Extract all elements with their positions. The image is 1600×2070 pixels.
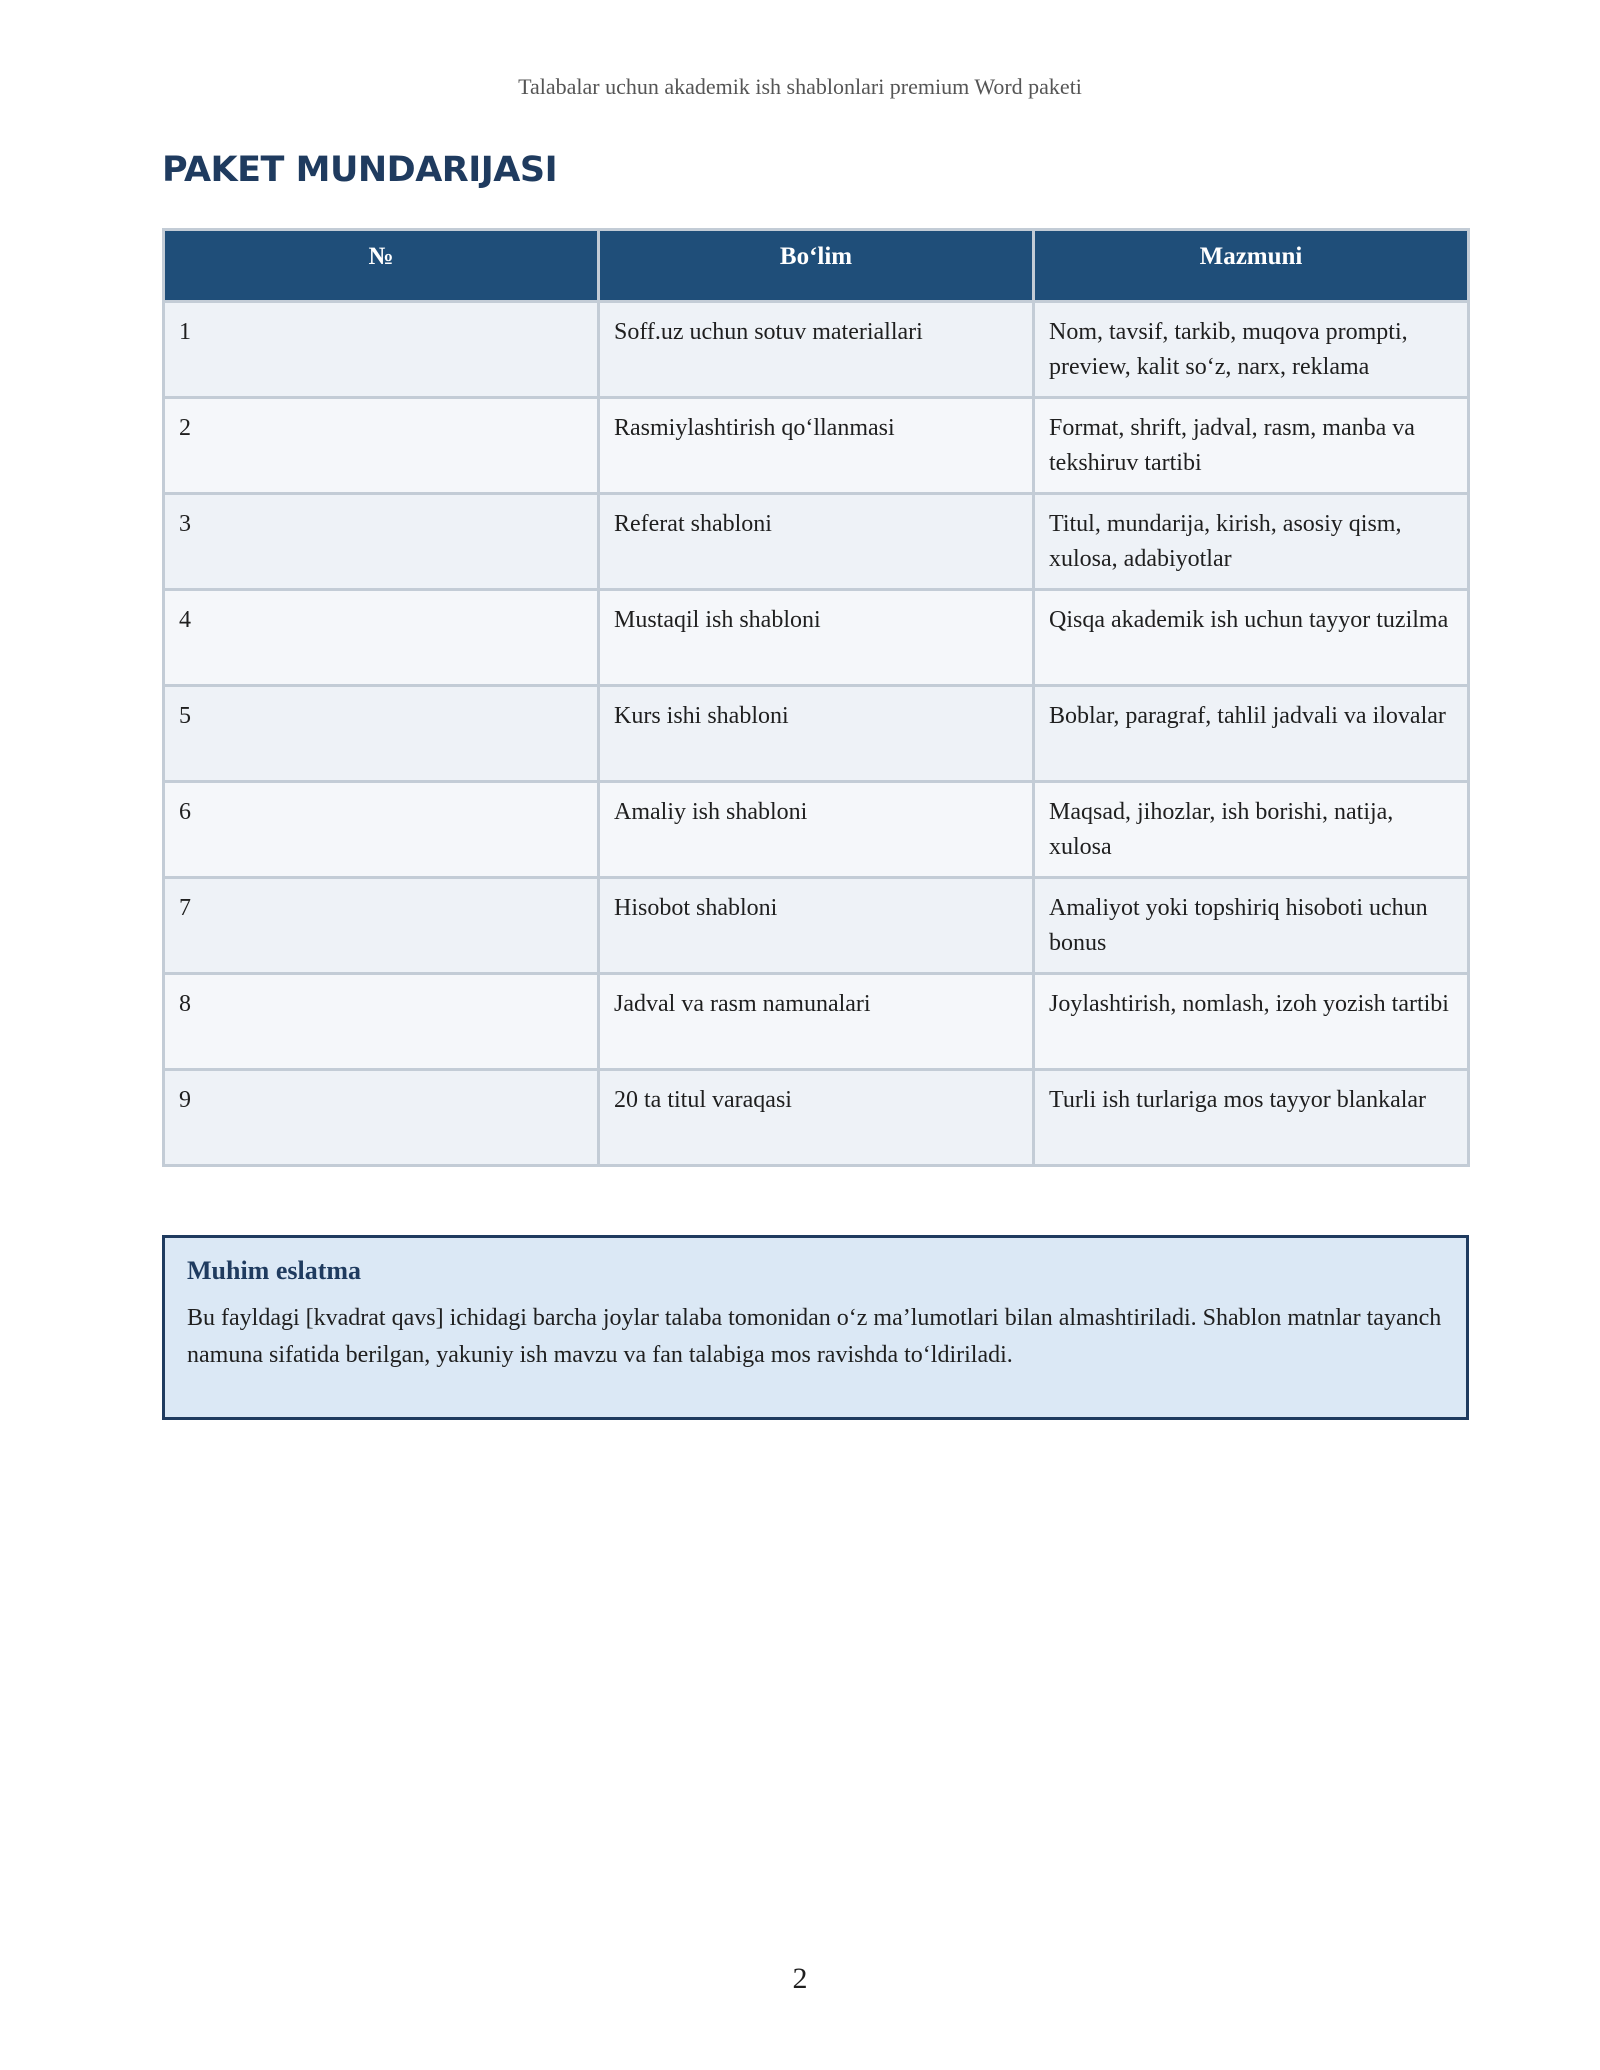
note-text: Bu fayldagi [kvadrat qavs] ichidagi barcha joylar talaba tomonidan o‘z ma’lumotlari bilan almashtiriladi. Shablon matnlar tayanch namuna sifatida berilgan, yakuniy ish mavzu va fan talabiga mos ravishda to‘ldiriladi. [187,1305,1442,1368]
table-row [164,782,1469,878]
row-number: 4 [164,590,599,686]
table-row [164,878,1469,974]
contents-table [162,228,1470,1167]
row-number: 9 [164,1070,599,1166]
table-row [164,302,1469,398]
column-header-number: № [164,230,599,302]
row-section: Kurs ishi shabloni [599,686,1034,782]
note-box [162,1235,1469,1420]
row-number: 3 [164,494,599,590]
row-section: Rasmiylashtirish qo‘llanmasi [599,398,1034,494]
row-content: Amaliyot yoki topshiriq hisoboti uchun bonus [1034,878,1469,974]
row-number: 5 [164,686,599,782]
table-row [164,494,1469,590]
row-section: 20 ta titul varaqasi [599,1070,1034,1166]
row-section: Jadval va rasm namunalari [599,974,1034,1070]
row-content: Titul, mundarija, kirish, asosiy qism, xulosa, adabiyotlar [1034,494,1469,590]
row-content: Joylashtirish, nomlash, izoh yozish tartibi [1034,974,1469,1070]
row-content: Nom, tavsif, tarkib, muqova prompti, preview, kalit so‘z, narx, reklama [1034,302,1469,398]
row-section: Referat shabloni [599,494,1034,590]
table-row [164,1070,1469,1166]
row-content: Format, shrift, jadval, rasm, manba va tekshiruv tartibi [1034,398,1469,494]
table-row [164,590,1469,686]
table-row [164,686,1469,782]
row-section: Amaliy ish shabloni [599,782,1034,878]
page-number: 2 [792,1962,808,1995]
row-section: Hisobot shabloni [599,878,1034,974]
row-content: Maqsad, jihozlar, ish borishi, natija, xulosa [1034,782,1469,878]
row-section: Soff.uz uchun sotuv materiallari [599,302,1034,398]
row-number: 8 [164,974,599,1070]
page-title: PAKET MUNDARIJASI [162,150,558,190]
table-row [164,974,1469,1070]
row-number: 7 [164,878,599,974]
row-number: 1 [164,302,599,398]
column-header-section: Bo‘lim [599,230,1034,302]
table-row [164,398,1469,494]
row-content: Qisqa akademik ish uchun tayyor tuzilma [1034,590,1469,686]
column-header-content: Mazmuni [1034,230,1469,302]
row-content: Boblar, paragraf, tahlil jadvali va ilovalar [1034,686,1469,782]
row-number: 2 [164,398,599,494]
note-title: Muhim eslatma [187,1256,362,1285]
table-header-row [164,230,1469,302]
running-header: Talabalar uchun akademik ish shablonlari premium Word paketi [518,74,1082,99]
row-content: Turli ish turlariga mos tayyor blankalar [1034,1070,1469,1166]
row-number: 6 [164,782,599,878]
row-section: Mustaqil ish shabloni [599,590,1034,686]
